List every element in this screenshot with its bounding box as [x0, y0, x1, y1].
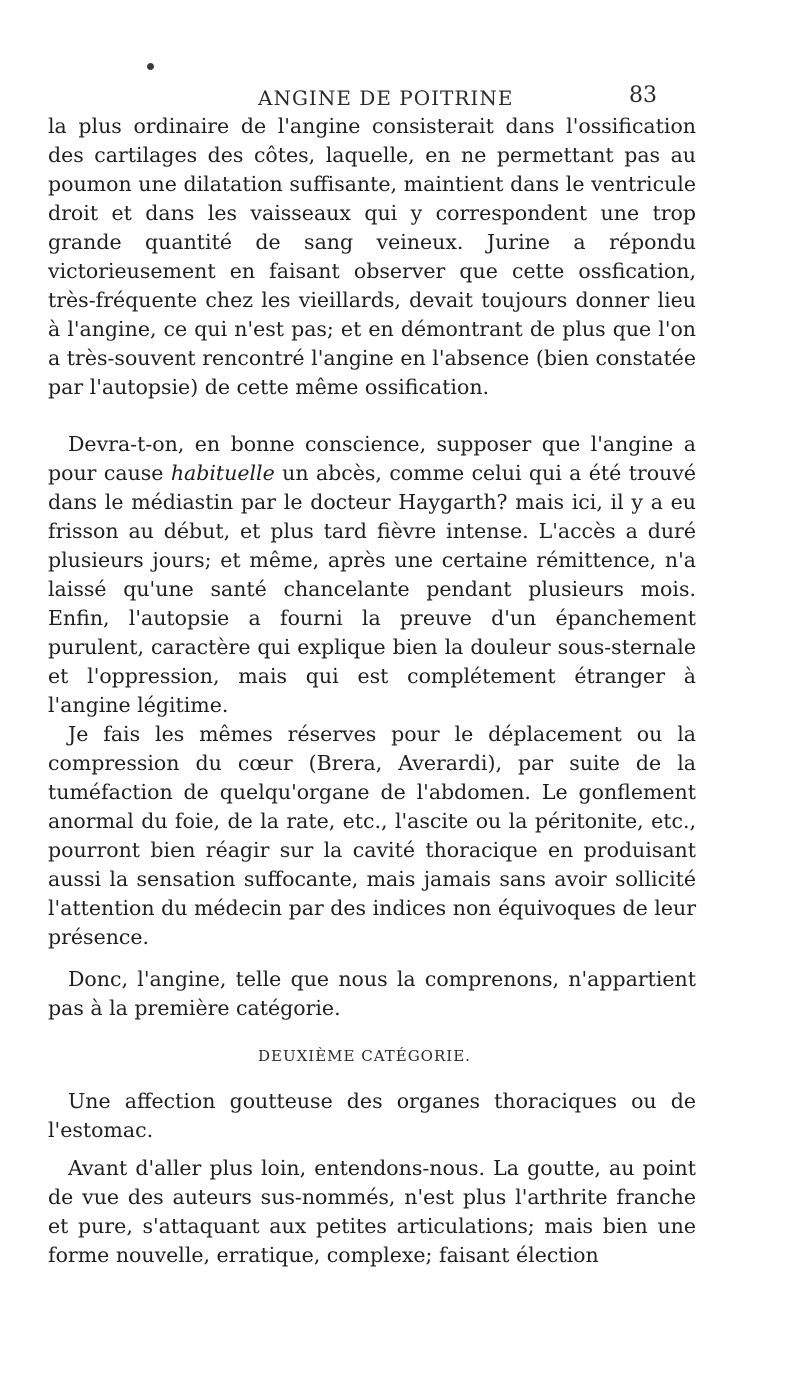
- paragraph-text: un abcès, comme celui qui a été trouvé dans le médiastin par le docteur Haygarth? mais ici, il y a eu frisson au début, et plus tard fièvre intense. L'accès a duré plusieurs jours; et même, après une certaine rémittence, n'a laissé qu'une santé chancelante pendant plusieurs mois. Enfin, l'autopsie a fourni la preuve d'un épanchement purulent, caractère qui explique bien la douleur sous-sternale et l'oppression, mais qui est complétement étranger à l'angine légitime.: [48, 461, 696, 717]
- running-head: ANGINE DE POITRINE: [258, 86, 514, 110]
- paragraph-goutte: Avant d'aller plus loin, entendons-nous. La goutte, au point de vue des auteurs sus-nommés, n'est plus l'arthrite franche et pure, s'attaquant aux petites articulations; mais bien une forme nouvelle, erratique, complexe; faisant élection: [48, 1156, 696, 1267]
- paragraph-text: Devra-t-on, en bonne conscience, supposer que l'angine a pour cause: [48, 432, 696, 485]
- paragraph-text: Donc, l'angine, telle que nous la comprenons, n'appartient pas à la première catégorie.: [48, 967, 696, 1020]
- italic-term: habituelle: [170, 461, 275, 485]
- paragraph-conclusion: [48, 965, 696, 1023]
- paragraph-text: Je fais les mêmes réserves pour le déplacement ou la compression du cœur (Brera, Averardi), par suite de la tuméfaction de quelqu'organe de l'abdomen. Le gonflement anormal du foie, de la rate, etc., l'ascite ou la péritonite, etc., pourront bien réagir sur la cavité thoracique en produisant aussi la sensation suffocante, mais jamais sans avoir sollicité l'attention du médecin par des indices non équivoques de leur présence.: [48, 722, 696, 949]
- paragraph-reserves: [48, 720, 696, 952]
- ink-dot: [147, 63, 154, 70]
- page-number: 83: [629, 83, 657, 108]
- paragraph-abces: [48, 430, 696, 720]
- paragraph-affection-goutteuse: Une affection goutteuse des organes thoraciques ou de l'estomac.: [48, 1089, 696, 1142]
- paragraph-text: la plus ordinaire de l'angine consisterait dans l'ossification des cartilages des côtes, laquelle, en ne permettant pas au poumon une dilatation suffisante, maintient dans le ventricule droit et dans les vaisseaux qui y correspondent une trop grande quantité de sang veineux. Jurine a répondu victorieusement en faisant observer que cette ossfication, très-fréquente chez les vieillards, devait toujours donner lieu à l'angine, ce qui n'est pas; et en démontrant de plus que l'on a très-souvent rencontré l'angine en l'absence (bien constatée par l'autopsie) de cette même ossification.: [48, 114, 696, 399]
- paragraph-ossification: [48, 112, 696, 402]
- section-heading: DEUXIÈME CATÉGORIE.: [258, 1047, 471, 1065]
